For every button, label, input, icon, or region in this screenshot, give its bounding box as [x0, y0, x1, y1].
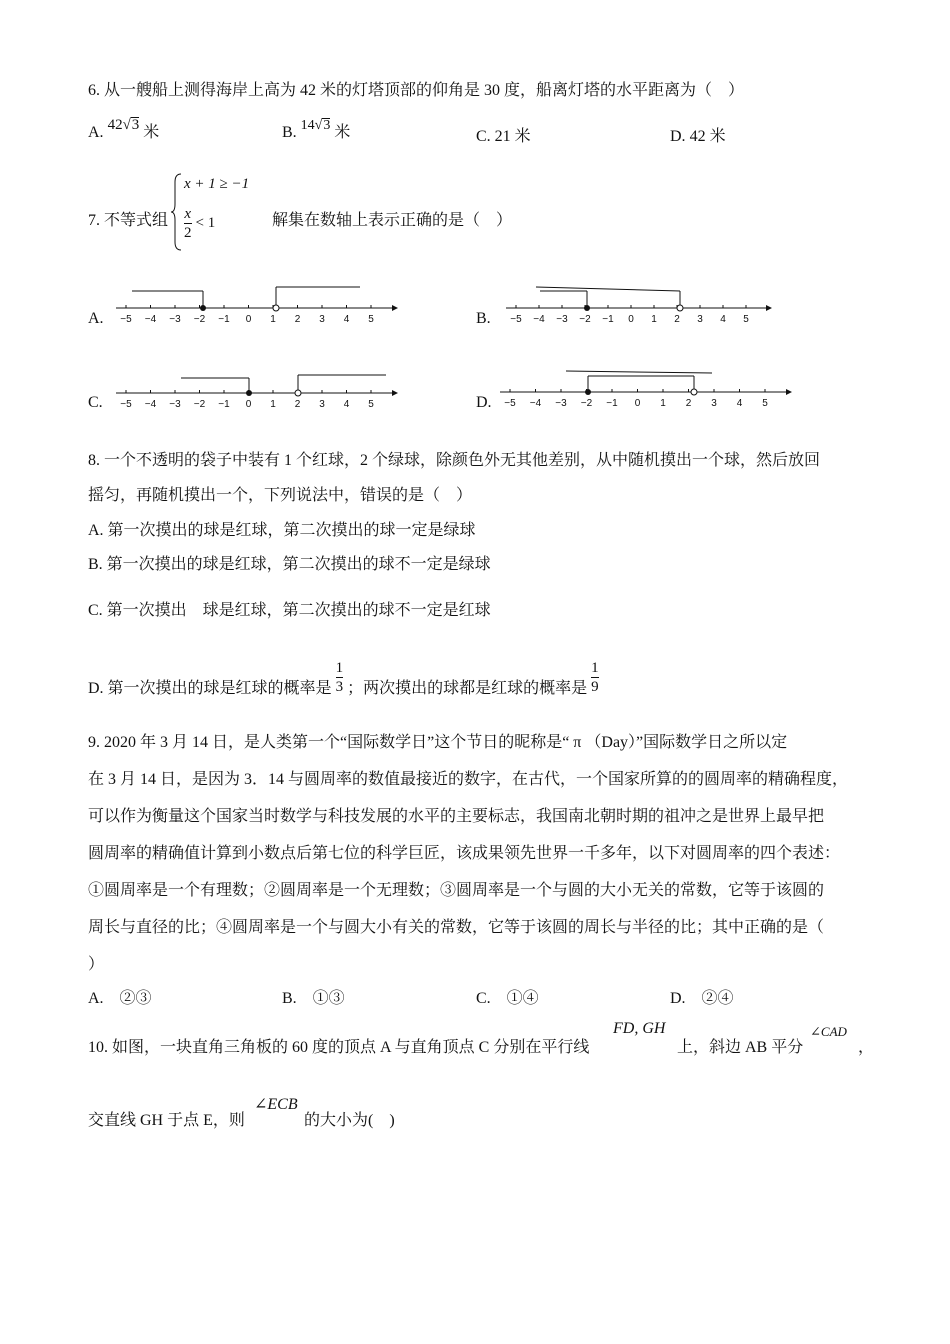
tick-label: 0: [245, 399, 252, 410]
solution-bar: [566, 371, 712, 373]
tick-label: −4: [529, 398, 542, 409]
number-line-b: [500, 280, 775, 328]
tick-label: 4: [343, 399, 350, 410]
tick-label: 5: [762, 398, 768, 409]
q8-option-c: C. 第一次摸出 球是红球，第二次摸出的球不一定是红球: [88, 602, 491, 619]
tick-label: 0: [634, 398, 641, 409]
q7-option-b-label: B.: [476, 310, 491, 327]
tick-label: −4: [144, 314, 157, 325]
radicand: 3: [323, 118, 331, 133]
tick-label: 3: [319, 399, 325, 410]
tick-label: 4: [720, 314, 726, 325]
q6-stem: 6. 从一艘船上测得海岸上高为 42 米的灯塔顶部的仰角是 30 度，船离灯塔的水平距离为（ ）: [88, 82, 745, 99]
tick-label: 1: [270, 399, 276, 410]
tick-label: 1: [660, 398, 666, 409]
number-line-c: [110, 365, 400, 413]
coefficient: 14: [300, 118, 315, 133]
q10-text-2: 上，斜边 AB 平分: [677, 1039, 804, 1056]
tick-label: 2: [294, 399, 301, 410]
q9-option-a: A. ②③: [88, 990, 152, 1007]
q9-line-1: 9. 2020 年 3 月 14 日，是人类第一个“国际数学日”这个节日的昵称是“ π （Day）”国际数学日之所以定: [88, 734, 788, 751]
closed-dot-minus-2: [584, 305, 590, 311]
q6-option-b: [282, 118, 351, 145]
q7-suffix: 解集在数轴上表示正确的是（ ）: [272, 212, 513, 229]
unit: 米: [334, 124, 351, 141]
tick-label: 1: [651, 314, 657, 325]
option-text: 21 米: [494, 128, 531, 145]
fraction-numerator: 1: [591, 660, 599, 676]
tick-label: 2: [674, 314, 680, 325]
option-label: C.: [476, 128, 491, 145]
tick-label: −3: [169, 314, 181, 325]
tick-label: 3: [697, 314, 703, 325]
q7-prefix: 7. 不等式组: [88, 212, 169, 229]
tick-label: 3: [711, 398, 717, 409]
radicand: 3: [131, 117, 140, 133]
option-d-text-1: D. 第一次摸出的球是红球的概率是: [88, 680, 332, 698]
tick-label: −5: [504, 398, 516, 409]
open-dot-2: [295, 390, 301, 396]
q8-option-d: [88, 648, 599, 698]
q10-text-1: 10. 如图，一块直角三角板的 60 度的顶点 A 与直角顶点 C 分别在平行线: [88, 1039, 590, 1056]
tick-label: 4: [736, 398, 743, 409]
q10-math-angle-ecb: ∠ECB: [254, 1096, 298, 1113]
tick-label: −1: [218, 314, 230, 325]
sqrt-sign: √: [122, 117, 131, 133]
q10-text-line-2: 交直线 GH 于点 E，则: [88, 1112, 245, 1129]
q10-text-line-2b: 的大小为( ): [304, 1112, 395, 1129]
q9-line-6: 周长与直径的比；④圆周率是一个与圆大小有关的常数，它等于该圆的周长与半径的比；其中正确的是（: [88, 919, 825, 936]
tick-label: −5: [120, 399, 132, 410]
tick-label: 2: [685, 398, 692, 409]
tick-label: −1: [218, 399, 230, 410]
fraction-numerator: 1: [335, 660, 344, 676]
tick-label: −3: [169, 399, 181, 410]
fraction-numerator: x: [184, 206, 192, 222]
option-d-text-2: ；两次摸出的球都是红球的概率是: [347, 680, 588, 698]
inequality-1: x + 1 ≥ −1: [184, 176, 250, 192]
unit: 米: [143, 124, 160, 141]
q9-line-2: 在 3 月 14 日，是因为 3．14 与圆周率的数值最接近的数字，在古代，一个国家所算的的圆周率的精确程度，: [88, 771, 849, 788]
tick-label: 5: [368, 399, 374, 410]
left-brace: [170, 172, 184, 252]
option-label: A.: [88, 124, 104, 141]
tick-label: 5: [368, 314, 374, 325]
tick-label: −5: [120, 314, 132, 325]
fraction-one-third: [336, 660, 344, 695]
q7-option-a-label: A.: [88, 310, 104, 327]
closed-dot-minus-2: [200, 305, 206, 311]
number-line-a: [110, 280, 400, 328]
tick-label: 1: [270, 314, 276, 325]
solution-bar: [536, 287, 680, 291]
tick-label: −2: [193, 314, 206, 325]
q9-line-4: 圆周率的精确值计算到小数点后第七位的科学巨匠，该成果领先世界一千多年，以下对圆周率的四个表述：: [88, 845, 841, 862]
axis-arrow: [392, 305, 398, 311]
number-line-d: [494, 362, 799, 412]
q9-line-5: ①圆周率是一个有理数；②圆周率是一个无理数；③圆周率是一个与圆的大小无关的常数，它等于该圆的: [88, 882, 825, 899]
tick-label: −1: [602, 314, 614, 325]
q8-option-b: B. 第一次摸出的球是红球，第二次摸出的球不一定是绿球: [88, 556, 491, 573]
q10-math-fd-gh: FD, GH: [613, 1020, 666, 1037]
q8-option-a: A. 第一次摸出的球是红球，第二次摸出的球一定是绿球: [88, 522, 476, 539]
q10-text-3: ，: [858, 1039, 875, 1056]
fraction-one-ninth: [591, 660, 599, 695]
q6-option-c: [476, 126, 531, 148]
tick-label: 5: [743, 314, 749, 325]
tick-label: −1: [606, 398, 618, 409]
tick-label: −2: [579, 314, 591, 325]
q7-option-d-label: D.: [476, 394, 492, 411]
tick-label: 3: [319, 314, 325, 325]
fraction-denominator: 2: [184, 225, 192, 241]
tick-label: −3: [556, 314, 568, 325]
closed-dot-0: [246, 390, 252, 396]
q6-option-d: [670, 126, 726, 148]
tick-label: −3: [555, 398, 567, 409]
q9-line-3: 可以作为衡量这个国家当时数学与科技发展的水平的主要标志，我国南北朝时期的祖冲之是世界上最早把: [88, 808, 825, 825]
q9-option-d: D. ②④: [670, 990, 734, 1007]
open-dot-2: [691, 389, 697, 395]
inequality-2: [184, 206, 215, 241]
q8-stem-line-2: 摇匀，再随机摸出一个，下列说法中，错误的是（ ）: [88, 487, 473, 504]
q9-line-7: ）: [88, 956, 105, 973]
tick-label: −2: [580, 398, 593, 409]
q8-stem-line-1: 8. 一个不透明的袋子中装有 1 个红球，2 个绿球，除颜色外无其他差别，从中随机摸出一个球，然后放回: [88, 452, 821, 469]
tick-label: −4: [533, 314, 545, 325]
inequality-system: [170, 172, 260, 252]
option-label: D.: [670, 128, 686, 145]
tick-label: 4: [343, 314, 350, 325]
closed-dot-minus-2: [585, 389, 591, 395]
tick-label: −2: [193, 399, 206, 410]
tick-label: 0: [245, 314, 252, 325]
fraction-denominator: 9: [591, 679, 599, 695]
q9-option-c: C. ①④: [476, 990, 539, 1007]
q7-option-c-label: C.: [88, 394, 103, 411]
fraction-denominator: 3: [335, 679, 344, 695]
option-text: 42 米: [689, 128, 726, 145]
q6-option-a: [88, 117, 160, 144]
inequality-2-rest: < 1: [195, 215, 216, 232]
open-dot-2: [677, 305, 683, 311]
open-dot-1: [273, 305, 279, 311]
tick-label: 0: [628, 314, 634, 325]
tick-label: −5: [510, 314, 522, 325]
tick-label: 2: [294, 314, 301, 325]
tick-label: −4: [144, 399, 157, 410]
q9-option-b: B. ①③: [282, 990, 345, 1007]
q10-math-angle-cad: ∠CAD: [810, 1024, 847, 1039]
sqrt-sign: √: [314, 118, 323, 133]
coefficient: 42: [107, 117, 123, 133]
option-label: B.: [282, 124, 297, 141]
